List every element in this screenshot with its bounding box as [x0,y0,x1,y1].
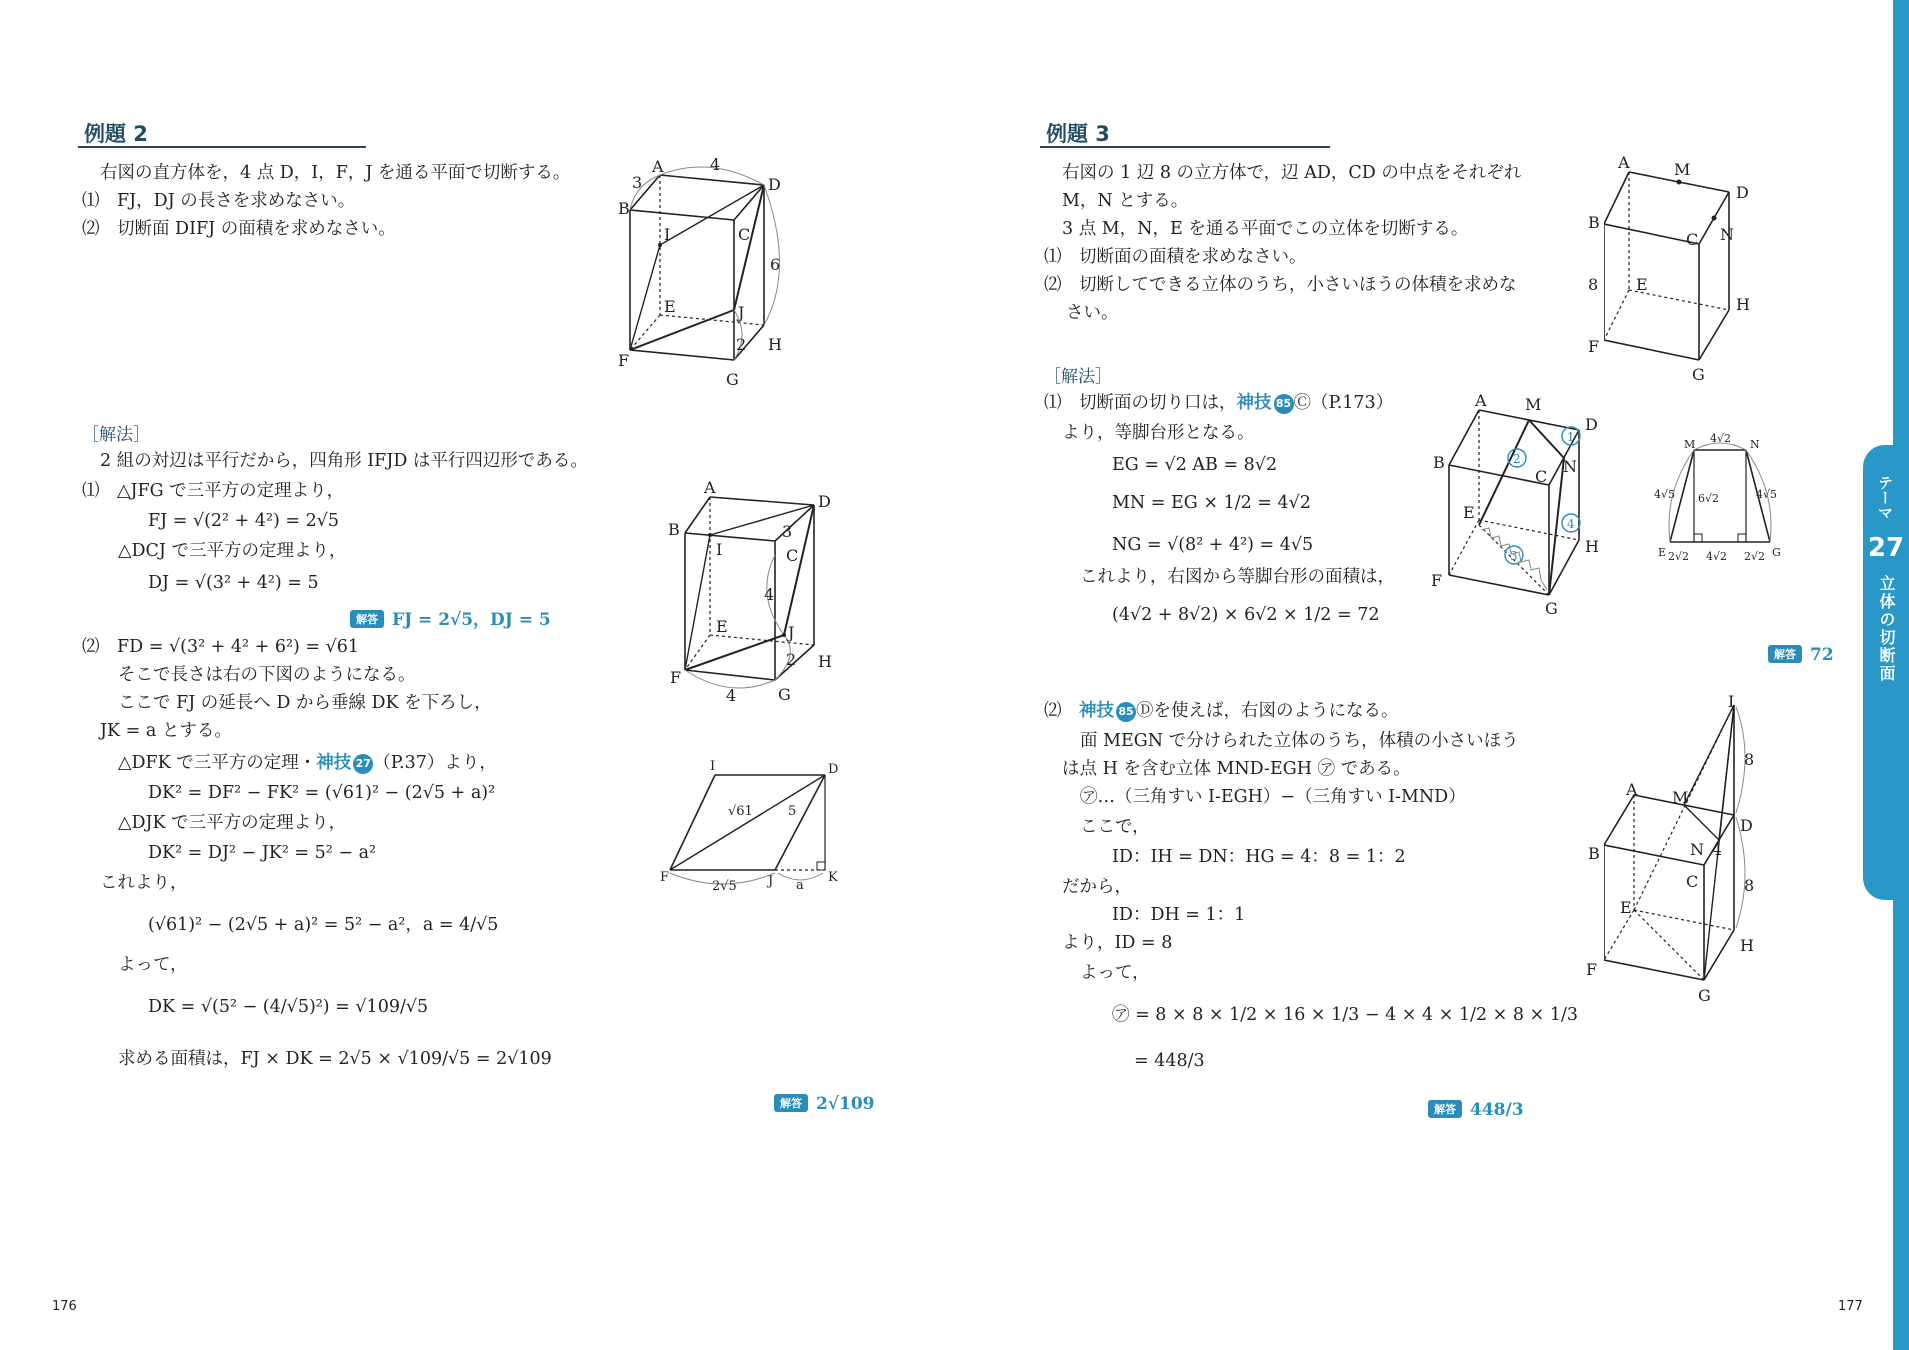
solution-line: 2 組の対辺は平行だから，四角形 IFJD は平行四辺形である。 [100,451,588,471]
fig-label: K [828,870,838,885]
cuboid-figure-1 [610,150,810,395]
answer-2 [1428,1100,1524,1120]
formula-ng: NG = √(8² + 4²) = 4√5 [1112,535,1314,555]
svg-text:4√5: 4√5 [1654,488,1676,501]
kami-reference-line [118,752,497,774]
fig-label: G [778,685,791,704]
fig-label: 2√5 [712,879,737,894]
svg-text:D: D [1736,183,1749,202]
problem-line: M，N とする。 [1062,191,1189,211]
fig-label: J [768,874,774,889]
formula-eg: EG = √2 AB = 8√2 [1112,455,1278,475]
solution-line: ここで FJ の延長へ D から垂線 DK を下ろし， [118,693,492,713]
formula-dk2: DK² = DJ² − JK² = 5² − a² [148,843,377,863]
fig-label: 4 [726,686,737,705]
svg-text:A: A [1475,391,1487,410]
kami-link[interactable] [1079,701,1136,721]
formula-ratio: ID：IH = DN：HG = 4：8 = 1：2 [1112,847,1406,867]
fig-label: 6 [770,255,781,274]
svg-text:D: D [1585,415,1598,434]
heading-rule [78,146,366,148]
fig-label: E [716,617,728,636]
fig-label: J [788,623,795,642]
sol2-post: Ⓓを使えば，右図のようになる。 [1136,701,1399,721]
svg-text:4: 4 [1567,517,1575,531]
svg-text:A: A [1618,153,1630,172]
svg-text:M: M [1684,438,1696,451]
svg-text:M: M [1674,160,1691,179]
formula-a: (√61)² − (2√5 + a)² = 5² − a²，a = 4/√5 [148,915,499,935]
fig-label: 3 [782,522,793,541]
answer-badge: 解答 [1768,645,1802,663]
svg-text:1: 1 [1567,430,1575,444]
formula-dk1: DK² = DF² − FK² = (√61)² − (2√5 + a)² [148,783,496,803]
kami-post: （P.37）より， [373,753,497,773]
formula-fj: FJ = √(2² + 4²) = 2√5 [148,511,340,531]
svg-text:D: D [1740,816,1753,835]
svg-text:E: E [1658,546,1667,559]
solution-line: ㋐…（三角すい I-EGH）−（三角すい I-MND） [1080,787,1466,807]
problem-line: ⑵ 切断面 DIFJ の面積を求めなさい。 [82,219,396,239]
parallelogram-figure [660,755,840,895]
fig-label: D [818,492,831,511]
solution-line: そこで長さは右の下図のようになる。 [118,665,416,685]
theme-tab[interactable] [1863,445,1909,900]
svg-text:8: 8 [1588,275,1599,294]
fig-label: B [618,199,630,218]
heading-rule [1040,146,1330,148]
problem-line: さい。 [1066,303,1119,323]
svg-text:E: E [1463,503,1475,522]
solution-line: より，等脚台形となる。 [1062,423,1255,443]
svg-text:H: H [1740,936,1754,955]
tab-theme-title: 立体の切断面 [1877,575,1896,683]
svg-text:E: E [1620,898,1632,917]
problem-line: 右図の直方体を，4 点 D，I，F，J を通る平面で切断する。 [100,163,571,183]
formula-area: (4√2 + 8√2) × 6√2 × 1/2 = 72 [1112,605,1380,625]
svg-text:8: 8 [1744,876,1755,895]
svg-text:8: 8 [1744,750,1755,769]
kami-link[interactable] [316,753,373,773]
answer-1-value: FJ = 2√5，DJ = 5 [392,610,551,630]
formula-dk3: DK = √(5² − (4/√5)²) = √109/√5 [148,997,429,1017]
svg-text:2√2: 2√2 [1668,550,1690,563]
problem-line: ⑴ 切断面の面積を求めなさい。 [1044,247,1307,267]
kami-pre: △DFK で三平方の定理・ [118,753,317,773]
kami-reference-line [1044,700,1399,722]
svg-text:B: B [1433,453,1445,472]
svg-text:6√2: 6√2 [1698,492,1720,505]
answer-badge: 解答 [774,1094,808,1112]
problem-line: 右図の 1 辺 8 の立方体で，辺 AD，CD の中点をそれぞれ [1062,163,1522,183]
kami-link[interactable] [1237,393,1294,413]
tab-theme-number: 27 [1867,533,1905,563]
answer-badge: 解答 [350,610,384,628]
svg-text:N: N [1750,438,1760,451]
svg-text:H: H [1585,537,1599,556]
svg-text:C: C [1686,872,1699,891]
example-2-heading: 例題 2 [84,122,148,146]
svg-text:M: M [1672,788,1689,807]
solution-label: ［解法］ [82,425,150,445]
page-number: 176 [52,1299,77,1314]
sol1-pre: ⑴ 切断面の切り口は， [1044,393,1237,413]
solution-line: これより，右図から等脚台形の面積は， [1080,567,1395,587]
fig-label: A [704,478,716,497]
svg-text:F: F [1431,571,1443,590]
fig-label: H [768,335,782,354]
svg-text:C: C [1686,230,1699,249]
solution-line: は点 H を含む立体 MND-EGH ㋐ である。 [1062,759,1411,779]
fig-label: 3 [632,173,643,192]
answer-2-value: 448/3 [1470,1100,1524,1120]
formula-id-dh: ID：DH = 1：1 [1112,905,1246,925]
kami-label: 神技 [316,753,352,773]
solution-line: 面 MEGN で分けられた立体のうち，体積の小さいほう [1080,731,1519,751]
svg-text:E: E [1636,275,1648,294]
fig-label: 2 [736,335,747,354]
fig-label: G [726,370,739,389]
fig-label: A [652,157,664,176]
solution-line: △DCJ で三平方の定理より， [118,541,347,561]
sol1-post: Ⓒ（P.173） [1293,393,1394,413]
fig-label: C [738,225,751,244]
right-page [954,0,1909,1350]
answer-badge: 解答 [1428,1100,1462,1118]
kami-reference-line [1044,392,1393,414]
fig-label: I [710,759,716,774]
solution-line: より，ID = 8 [1062,933,1173,953]
kami-number: 85 [1274,394,1294,414]
example-3-heading: 例題 3 [1046,122,1110,146]
formula-dj: DJ = √(3² + 4²) = 5 [148,573,319,593]
svg-text:2√2: 2√2 [1744,550,1766,563]
formula-volume: ㋐ = 8 × 8 × 1/2 × 16 × 1/3 − 4 × 4 × 1/2 × 8 × 1/3 [1112,1005,1578,1025]
kami-label: 神技 [1079,701,1114,721]
fig-label: 4 [764,585,775,604]
left-page [0,0,954,1350]
solution-line: JK = a とする。 [100,721,232,741]
svg-text:F: F [1586,960,1598,979]
svg-text:B: B [1588,213,1600,232]
cube-figure-1-labels [1574,150,1804,390]
svg-text:4: 4 [1712,840,1723,859]
trapezoid-figure [1654,432,1784,567]
problem-line: ⑴ FJ，DJ の長さを求めなさい。 [82,191,356,211]
fig-label: J [738,303,745,322]
solution-line: これより， [100,873,188,893]
svg-text:G: G [1692,365,1705,384]
answer-2-value: 2√109 [816,1094,875,1114]
svg-text:2: 2 [1513,452,1521,466]
solution-line: ここで， [1080,817,1150,837]
svg-text:G: G [1545,599,1558,618]
cuboid-figure-2 [660,475,840,715]
fig-label: E [664,297,676,316]
svg-text:A: A [1626,780,1638,799]
svg-text:3: 3 [1510,549,1518,563]
fig-label: F [660,870,670,885]
problem-line: ⑵ 切断してできる立体のうち，小さいほうの体積を求めな [1044,275,1517,295]
answer-1 [350,605,551,630]
svg-text:B: B [1588,844,1600,863]
svg-text:F: F [1588,337,1600,356]
svg-text:4√5: 4√5 [1756,488,1778,501]
solution-line: ⑴ △JFG で三平方の定理より， [82,481,345,501]
svg-text:4√2: 4√2 [1706,550,1728,563]
tab-theme-label: テーマ [1876,475,1894,520]
solution-line: △DJK で三平方の定理より， [118,813,347,833]
svg-text:I: I [1728,695,1735,711]
svg-text:N: N [1720,225,1734,244]
fig-label: I [716,540,723,559]
kami-number: 85 [1116,702,1136,722]
problem-line: 3 点 M，N，E を通る平面でこの立体を切断する。 [1062,219,1469,239]
solution-line: よって， [1080,963,1150,983]
svg-text:G: G [1698,986,1711,1005]
formula-area: 求める面積は，FJ × DK = 2√5 × √109/√5 = 2√109 [118,1049,552,1069]
svg-text:N: N [1690,840,1704,859]
fig-label: F [670,668,682,687]
page-number: 177 [1838,1299,1863,1314]
fig-label: 2 [786,650,797,669]
fig-label: I [664,225,671,244]
sol2-pre: ⑵ [1044,701,1079,721]
solution-line: だから， [1062,877,1132,897]
fig-label: B [668,520,680,539]
answer-1-value: 72 [1810,645,1834,665]
svg-text:4√2: 4√2 [1710,432,1732,445]
kami-number: 27 [353,754,373,774]
fig-label: F [618,351,630,370]
fig-label: D [768,175,781,194]
solution-line: よって， [118,955,188,975]
svg-text:N: N [1563,457,1577,476]
fig-label: √61 [728,804,753,819]
svg-text:G: G [1772,546,1781,559]
svg-text:C: C [1535,467,1548,486]
solution-line: ⑵ FD = √(3² + 4² + 6²) = √61 [82,637,360,657]
fig-label: 5 [788,804,797,819]
fig-label: a [796,878,804,893]
solution-label: ［解法］ [1044,367,1112,387]
fig-label: D [828,762,839,777]
fig-label: 4 [710,155,721,174]
cube-figure-2 [1419,390,1629,620]
formula-result: = 448/3 [1134,1051,1205,1071]
fig-label: C [786,546,799,565]
answer-2 [774,1094,875,1114]
answer-1 [1768,645,1834,665]
fig-label: H [818,652,832,671]
svg-text:H: H [1736,295,1750,314]
kami-label: 神技 [1236,393,1272,413]
formula-mn: MN = EG × 1/2 = 4√2 [1112,493,1311,513]
svg-text:M: M [1525,395,1542,414]
cube-figure-3-labels [1574,695,1804,1015]
